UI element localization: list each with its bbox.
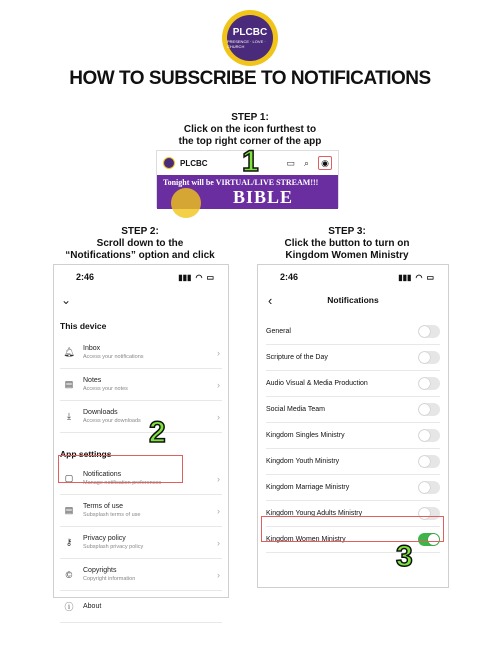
toggle-row-audio-visual (266, 371, 440, 397)
settings-item-downloads[interactable] (60, 401, 222, 433)
step3-line1: Click the button to turn on (284, 238, 410, 249)
chevron-right-icon: › (217, 473, 220, 484)
settings-item-inbox[interactable] (60, 337, 222, 369)
wifi-icon: ◠ (195, 272, 203, 282)
privacy-label: Privacy policy (83, 535, 126, 542)
back-arrow-icon[interactable]: ‹ (268, 292, 273, 308)
about-label: About (83, 603, 102, 610)
toggle-label: Kingdom Young Adults Ministry (266, 510, 363, 517)
toggle-row-social-media (266, 397, 440, 423)
notification-icon: ▢ (64, 473, 74, 483)
downloads-sub: Access your downloads (83, 418, 141, 424)
settings-item-terms[interactable] (60, 495, 222, 527)
step3-heading: STEP 3: (328, 226, 366, 237)
toggle-row-scripture (266, 345, 440, 371)
chevron-right-icon: › (217, 537, 220, 548)
downloads-label: Downloads (83, 409, 118, 416)
step2-instructions (40, 226, 240, 262)
step1-instructions (150, 112, 350, 148)
step1-line2: the top right corner of the app (178, 136, 322, 147)
terms-label: Terms of use (83, 503, 124, 510)
step2-line2: “Notifications” option and click (65, 250, 215, 261)
step2-heading: STEP 2: (121, 226, 159, 237)
status-bar (54, 265, 228, 289)
toggle-switch[interactable] (418, 325, 440, 338)
notes-icon: ▤ (64, 379, 74, 389)
step2-settings-screen (53, 264, 229, 612)
section-app-settings: App settings (60, 449, 112, 459)
chevron-right-icon: › (217, 569, 220, 580)
document-icon: ▤ (64, 505, 74, 515)
notes-label: Notes (83, 377, 102, 384)
logo-tagline: PRESENCE · LOVE · CHURCH (227, 39, 266, 49)
app-name: PLCBC (180, 158, 208, 168)
toggle-switch[interactable] (418, 429, 440, 442)
chevron-right-icon: › (217, 379, 220, 390)
toggle-row-general (266, 319, 440, 345)
inbox-label: Inbox (83, 345, 101, 352)
status-time: 2:46 (280, 272, 299, 282)
toggle-row-youth (266, 449, 440, 475)
step3-line2: Kingdom Women Ministry (285, 250, 409, 261)
step2-number: 2 (149, 416, 166, 449)
chevron-right-icon: › (217, 411, 220, 422)
terms-sub: Subsplash terms of use (83, 512, 141, 518)
notifications-sub: Manage notification preferences (83, 480, 162, 486)
toggle-label: Kingdom Marriage Ministry (266, 484, 350, 491)
women-ministry-highlight-box (261, 516, 444, 542)
notifications-highlight-box (58, 455, 183, 483)
church-logo (222, 10, 278, 66)
toggle-label: Scripture of the Day (266, 354, 328, 361)
download-icon: ⤓ (67, 411, 71, 421)
toggle-label: Social Media Team (266, 406, 326, 413)
copyright-icon: © (65, 569, 73, 580)
toggle-switch[interactable] (418, 403, 440, 416)
status-bar (258, 265, 448, 289)
step3-instructions (247, 226, 447, 262)
inbox-sub: Access your notifications (83, 354, 144, 360)
page-title: HOW TO SUBSCRIBE TO NOTIFICATIONS (69, 68, 431, 89)
privacy-sub: Subsplash privacy policy (83, 544, 144, 550)
profile-icon[interactable]: ◉ (318, 156, 332, 170)
search-icon[interactable]: ⌕ (303, 157, 309, 168)
toggle-label: Kingdom Singles Ministry (266, 432, 345, 439)
copyrights-label: Copyrights (83, 567, 117, 574)
notifications-title: Notifications (327, 295, 379, 305)
key-icon: ⚷ (65, 537, 73, 547)
step1-heading: STEP 1: (231, 112, 269, 123)
toggle-row-marriage (266, 475, 440, 501)
signal-icon: ▮▮▮ (398, 272, 412, 282)
step1-number: 1 (242, 145, 259, 178)
app-logo-icon (163, 157, 175, 169)
logo-text: PLCBC (232, 27, 268, 38)
live-stream-banner (157, 175, 338, 209)
battery-icon: ▭ (426, 272, 434, 282)
toggle-label: Kingdom Youth Ministry (266, 458, 340, 465)
chat-icon[interactable]: ▭ (286, 157, 295, 168)
settings-item-privacy[interactable] (60, 527, 222, 559)
toggle-row-singles (266, 423, 440, 449)
toggle-switch[interactable] (418, 455, 440, 468)
chevron-down-icon[interactable]: ⌄ (61, 293, 72, 307)
step2-line1: Scroll down to the (96, 238, 184, 249)
info-icon: ⓘ (64, 602, 74, 612)
bell-icon: 🔔︎ (63, 347, 75, 357)
toggle-label: Audio Visual & Media Production (266, 380, 368, 387)
notes-sub: Access your notes (83, 386, 128, 392)
chevron-right-icon: › (217, 505, 220, 516)
notifications-label: Notifications (83, 471, 122, 478)
signal-icon: ▮▮▮ (178, 272, 192, 282)
step1-line1: Click on the icon furthest to (183, 124, 317, 135)
chevron-right-icon: › (217, 347, 220, 358)
toggle-switch[interactable] (418, 351, 440, 364)
settings-item-notes[interactable] (60, 369, 222, 401)
section-this-device: This device (60, 321, 107, 331)
step3-number: 3 (396, 540, 413, 573)
banner-line1: Tonight will be VIRTUAL/LIVE STREAM!!! (163, 178, 319, 187)
settings-item-copyrights[interactable] (60, 559, 222, 591)
status-time: 2:46 (76, 272, 95, 282)
banner-line2: BIBLE (233, 187, 294, 207)
toggle-switch[interactable] (418, 481, 440, 494)
notifications-header (258, 289, 448, 311)
battery-icon: ▭ (206, 272, 214, 282)
copyrights-sub: Copyright information (83, 576, 136, 582)
seal-image (171, 188, 201, 218)
toggle-label: Kingdom Women Ministry (266, 536, 346, 543)
settings-item-about[interactable] (60, 591, 222, 623)
wifi-icon: ◠ (415, 272, 423, 282)
toggle-switch[interactable] (418, 377, 440, 390)
toggle-label: General (266, 328, 291, 335)
